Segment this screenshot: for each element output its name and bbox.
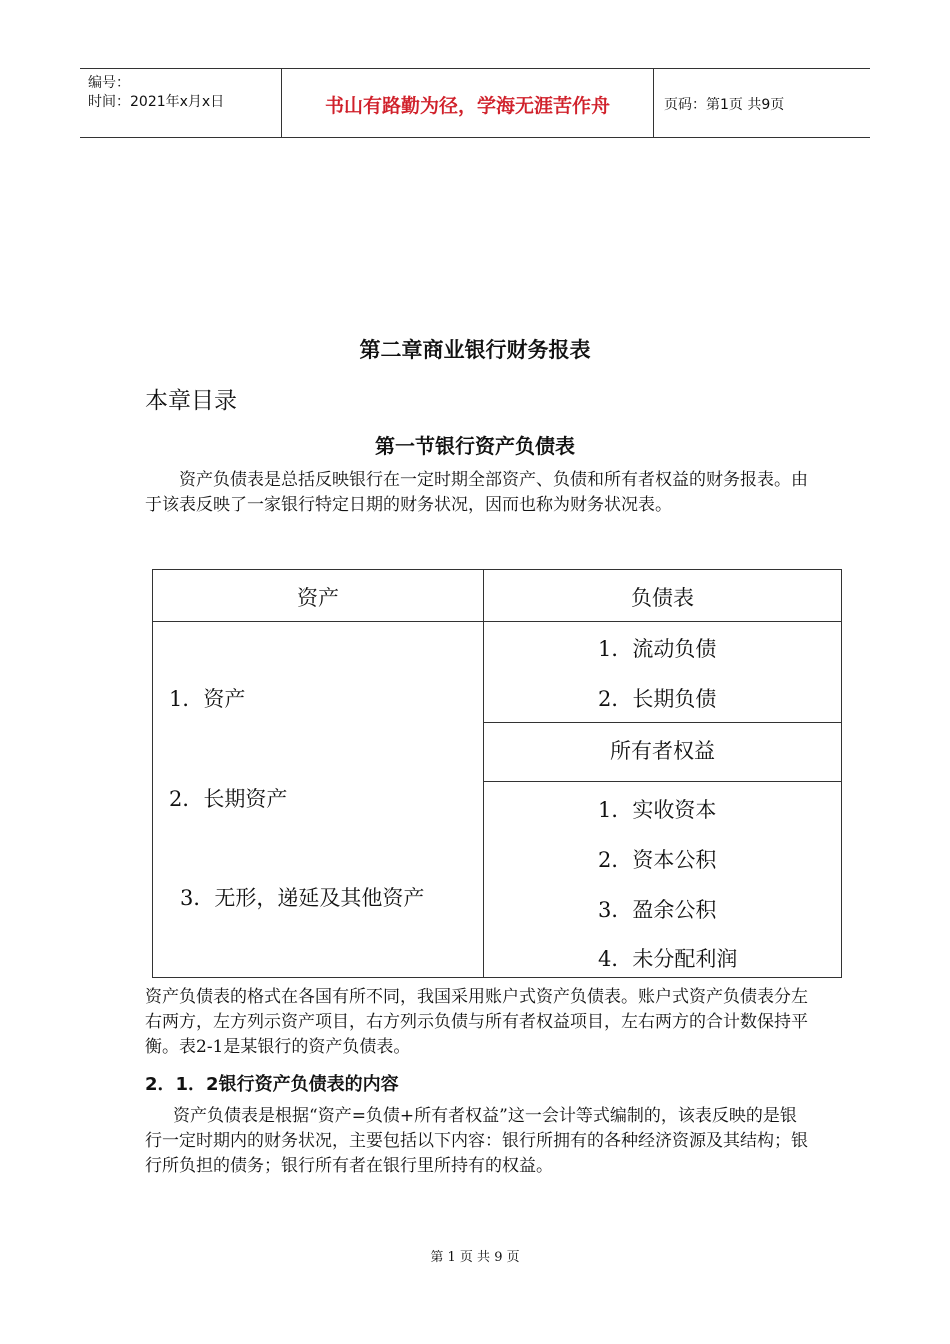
equity-item: 3．盈余公积 bbox=[598, 898, 717, 922]
header-motto: 书山有路勤为径，学海无涯苦作舟 bbox=[324, 95, 610, 117]
header-code-label: 编号： bbox=[88, 75, 130, 91]
assets-header: 资产 bbox=[297, 586, 339, 610]
content-paragraph: 资产负债表是根据“资产=负债+所有者权益”这一会计等式编制的，该表反映的是银行一定时期内的财务状况，主要包括以下内容：银行所拥有的各种经济资源及其结构；银行所负担的债务；银行所有者在银行里所持有的权益。 bbox=[145, 1106, 808, 1176]
document-header bbox=[80, 68, 870, 138]
chapter-title: 第二章商业银行财务报表 bbox=[359, 338, 591, 362]
asset-item: 1．资产 bbox=[169, 687, 246, 711]
liability-item: 1．流动负债 bbox=[598, 637, 717, 661]
intro-paragraph: 资产负债表是总括反映银行在一定时期全部资产、负债和所有者权益的财务报表。由于该表反映了一家银行特定日期的财务状况，因而也称为财务状况表。 bbox=[145, 470, 808, 515]
page-footer: 第 1 页 共 9 页 bbox=[430, 1250, 520, 1265]
equity-header: 所有者权益 bbox=[610, 739, 715, 763]
table-divider bbox=[483, 722, 841, 723]
balance-sheet-structure-table bbox=[152, 569, 842, 978]
asset-item: 3．无形，递延及其他资产 bbox=[180, 886, 425, 910]
equity-item: 4．未分配利润 bbox=[598, 947, 738, 971]
toc-heading: 本章目录 bbox=[145, 388, 237, 414]
table-divider bbox=[483, 570, 484, 977]
table-divider bbox=[153, 621, 841, 622]
equity-item: 2．资本公积 bbox=[598, 848, 717, 872]
liabilities-header: 负债表 bbox=[631, 586, 694, 610]
header-meta bbox=[88, 74, 224, 112]
table-divider bbox=[483, 781, 841, 782]
asset-item: 2．长期资产 bbox=[169, 787, 288, 811]
section-title: 第一节银行资产负债表 bbox=[375, 434, 575, 458]
header-divider bbox=[653, 69, 654, 137]
subsection-title: 2．1．2银行资产负债表的内容 bbox=[145, 1074, 399, 1095]
header-page-label: 页码：第1页 共9页 bbox=[664, 97, 785, 113]
liability-item: 2．长期负债 bbox=[598, 687, 717, 711]
equity-item: 1．实收资本 bbox=[598, 798, 717, 822]
header-date-label: 时间：2021年x月x日 bbox=[88, 94, 225, 110]
format-paragraph: 资产负债表的格式在各国有所不同，我国采用账户式资产负债表。账户式资产负债表分左右两方，左方列示资产项目，右方列示负债与所有者权益项目，左右两方的合计数保持平衡。表2-1是某银行的资产负债表。 bbox=[145, 987, 808, 1057]
